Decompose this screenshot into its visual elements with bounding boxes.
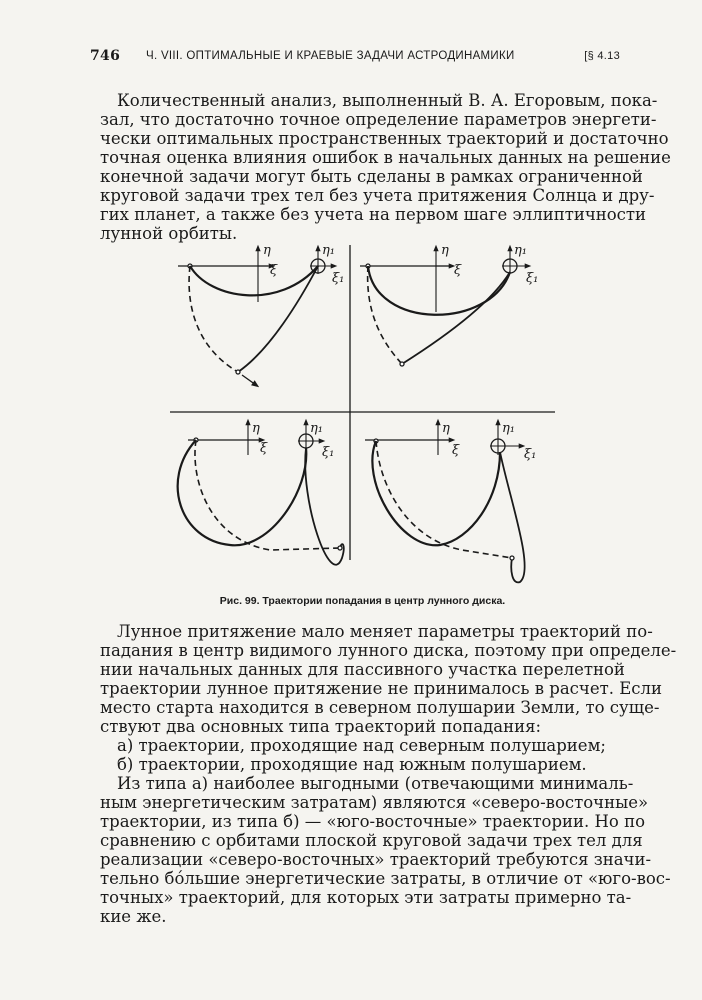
paragraph-1 [100,91,671,243]
text-line: гих планет, а также без учета на первом шаге эллиптичности [100,205,647,224]
label-eta: η [441,243,449,258]
figure-99 [170,240,555,590]
text-line: Количественный анализ, выполненный В. А. Егоровым, пока- [117,91,658,110]
text-line: точных» траекторий, для которых эти затраты примерно та- [100,888,632,907]
panel-top-left [178,248,334,385]
label-xi: ξ [454,263,462,278]
panel-bottom-right [365,422,525,582]
text-line: конечной задачи могут быть сделаны в рамках ограниченной [100,167,643,186]
text-line: а) траектории, проходящие над северным полушарием; [117,736,606,755]
label-xi: ξ [260,441,268,456]
text-line: Из типа а) наиболее выгодными (отвечающими минималь- [117,774,634,793]
text-line: место старта находится в северном полушарии Земли, то суще- [100,698,660,717]
label-xi: ξ [270,263,278,278]
text-line: Лунное притяжение мало меняет параметры траекторий по- [117,622,653,641]
text-line: б) траектории, проходящие над южным полушарием. [117,755,587,774]
text-line: траектории, из типа б) — «юго-восточные» траектории. Но по [100,812,646,831]
text-line: кие же. [100,907,167,926]
label-xi1: ξ₁ [332,271,345,286]
label-xi1: ξ₁ [524,447,537,462]
label-xi1: ξ₁ [526,271,539,286]
text-line: нии начальных данных для пассивного участка перелетной [100,660,625,679]
label-xi: ξ [452,443,460,458]
figure-caption: Рис. 99. Траектории попадания в центр лунного диска. [219,595,506,607]
text-line: зал, что достаточно точное определение параметров энергети- [100,110,657,129]
text-line: ным энергетическим затратам) являются «северо-восточные» [100,793,649,812]
text-line: ствуют два основных типа траекторий попадания: [100,717,542,736]
label-xi1: ξ₁ [322,445,335,460]
text-line: траектории лунное притяжение не принималось в расчет. Если [100,679,662,698]
chapter-title: Ч. VIII. ОПТИМАЛЬНЫЕ И КРАЕВЫЕ ЗАДАЧИ АСТРОДИНАМИКИ [146,50,515,62]
section-number: [§ 4.13 [584,50,620,62]
panel-top-right [360,248,528,366]
text-line: сравнению с орбитами плоской круговой задачи трех тел для [100,831,643,850]
label-eta1: η₁ [310,421,323,436]
text-line: чески оптимальных пространственных траекторий и достаточно [100,129,669,148]
text-line: реализации «северо-восточных» траекторий требуются значи- [100,850,652,869]
text-line: лунной орбиты. [100,224,238,243]
label-eta1: η₁ [514,243,527,258]
page-header [90,48,620,68]
text-line: точная оценка влияния ошибок в начальных данных на решение [100,148,671,167]
paragraph-2 [100,622,677,926]
label-eta1: η₁ [502,421,515,436]
text-line: тельно бóльшие энергетические затраты, в отличие от «юго-вос- [100,869,671,888]
label-eta: η [252,421,260,436]
label-eta: η [263,243,271,258]
text-line: круговой задачи трех тел без учета притяжения Солнца и дру- [100,186,655,205]
text-line: падания в центр видимого лунного диска, поэтому при определе- [100,641,677,660]
label-eta: η [442,421,450,436]
label-eta1: η₁ [322,243,335,258]
trajectory-diagram [170,240,555,590]
page-number: 746 [90,48,121,64]
